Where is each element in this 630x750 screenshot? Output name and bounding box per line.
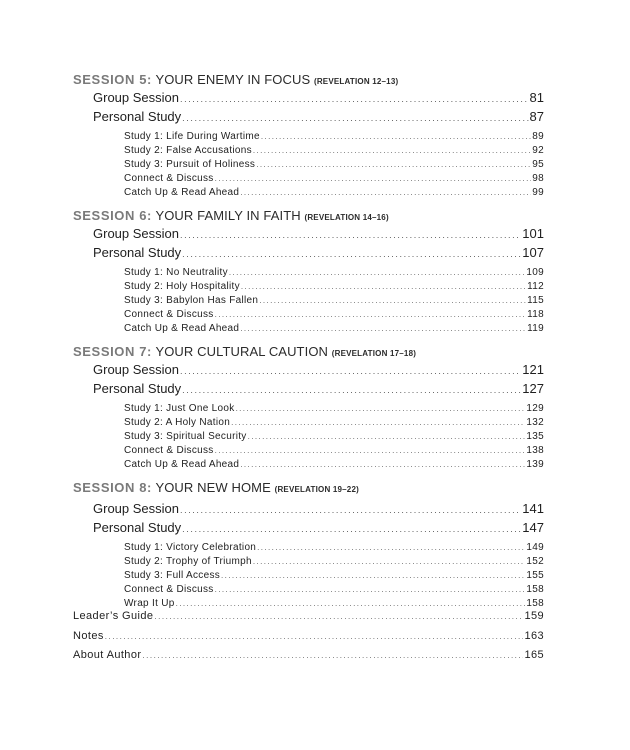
page-number: 152 [526, 556, 544, 567]
page-number: 119 [527, 323, 544, 334]
toc-subentry[interactable] [73, 280, 544, 294]
session-5 [73, 72, 544, 200]
page-number: 121 [522, 362, 544, 377]
leader-dots [182, 382, 521, 399]
leader-dots [248, 430, 526, 444]
page-number: 132 [526, 417, 544, 428]
page-number: 112 [527, 281, 544, 292]
leader-dots [182, 521, 521, 538]
session-heading [73, 208, 544, 225]
toc-subentry[interactable] [73, 266, 544, 280]
entry-title: Connect & Discuss [124, 173, 214, 184]
page-number: 155 [526, 570, 544, 581]
page-number: 87 [529, 109, 544, 124]
leader-dots [105, 628, 524, 647]
entry-title: Connect & Discuss [124, 445, 214, 456]
entry-title: Study 1: Life During Wartime [124, 131, 260, 142]
session-label: SESSION 8: [73, 480, 152, 495]
leader-dots [236, 402, 526, 416]
page-number: 92 [532, 145, 544, 156]
entry-title: Connect & Discuss [124, 309, 214, 320]
leader-dots [257, 541, 525, 555]
session-reference: (REVELATION 19–22) [274, 485, 359, 494]
session-heading [73, 480, 544, 497]
page-number: 165 [524, 649, 544, 661]
leader-dots [182, 110, 528, 127]
toc-subentry[interactable] [73, 444, 544, 458]
session-reference: (REVELATION 14–16) [304, 213, 389, 222]
entry-title: Leader’s Guide [73, 610, 154, 622]
toc-entry[interactable] [73, 89, 544, 108]
entry-title: Study 3: Pursuit of Holiness [124, 159, 256, 170]
toc-subentry[interactable] [73, 569, 544, 583]
page-number: 159 [524, 610, 544, 622]
session-title: YOUR NEW HOME [155, 480, 271, 495]
page-number: 101 [522, 226, 544, 241]
entry-title: Group Session [93, 362, 179, 377]
entry-title: Study 1: No Neutrality [124, 267, 228, 278]
session-title: YOUR FAMILY IN FAITH [155, 208, 301, 223]
entry-title: Group Session [93, 226, 179, 241]
entry-title: Personal Study [93, 520, 182, 535]
entry-title: Group Session [93, 90, 179, 105]
toc-entry-leaders-guide[interactable] [73, 607, 544, 627]
page-number: 98 [532, 173, 544, 184]
toc-entry[interactable] [73, 244, 544, 263]
entry-title: Study 2: Holy Hospitality [124, 281, 240, 292]
toc-subentry[interactable] [73, 172, 544, 186]
page-number: 89 [532, 131, 544, 142]
toc-subentry[interactable] [73, 322, 544, 336]
toc-entry[interactable] [73, 500, 544, 519]
page-number: 149 [526, 542, 544, 553]
session-reference: (REVELATION 12–13) [313, 77, 399, 86]
page-number: 118 [527, 309, 544, 320]
leader-dots [240, 186, 531, 200]
leader-dots [215, 583, 526, 597]
toc-subentry[interactable] [73, 555, 544, 569]
leader-dots [256, 158, 531, 172]
toc-subentry[interactable] [73, 458, 544, 472]
leader-dots [215, 172, 532, 186]
entry-title: Catch Up & Read Ahead [124, 323, 240, 334]
page-number: 138 [526, 445, 544, 456]
toc-subentry[interactable] [73, 416, 544, 430]
leader-dots [180, 91, 529, 108]
entry-title: Personal Study [93, 381, 182, 396]
entry-title: Study 2: Trophy of Triumph [124, 556, 252, 567]
entry-title: Personal Study [93, 109, 182, 124]
leader-dots [229, 266, 526, 280]
leader-dots [142, 647, 523, 666]
toc-subentry[interactable] [73, 583, 544, 597]
page-number: 109 [526, 267, 544, 278]
entry-title: Study 3: Babylon Has Fallen [124, 295, 259, 306]
session-7 [73, 344, 544, 472]
toc-subentry[interactable] [73, 186, 544, 200]
leader-dots [221, 569, 525, 583]
toc-subentry[interactable] [73, 294, 544, 308]
session-label: SESSION 5: [73, 72, 152, 87]
session-8 [73, 480, 544, 611]
page-number: 139 [526, 459, 544, 470]
toc-entry[interactable] [73, 225, 544, 244]
leader-dots [180, 227, 521, 244]
page-number: 158 [526, 584, 544, 595]
session-label: SESSION 6: [73, 208, 152, 223]
entry-title: About Author [73, 649, 142, 661]
page-number: 129 [526, 403, 544, 414]
toc-subentry[interactable] [73, 402, 544, 416]
session-reference: (REVELATION 17–18) [331, 349, 417, 358]
page-number: 127 [522, 381, 544, 396]
entry-title: Group Session [93, 501, 179, 516]
page-number: 141 [522, 501, 544, 516]
toc-entry-about-author[interactable] [73, 646, 544, 666]
entry-title: Connect & Discuss [124, 584, 214, 595]
page-number: 107 [522, 245, 544, 260]
page-number: 158 [526, 598, 544, 609]
leader-dots [154, 608, 523, 627]
toc-subentry[interactable] [73, 144, 544, 158]
session-heading [73, 344, 544, 361]
entry-title: Wrap It Up [124, 598, 175, 609]
session-title: YOUR ENEMY IN FOCUS [155, 72, 311, 87]
leader-dots [182, 246, 521, 263]
leader-dots [180, 363, 521, 380]
toc-entry[interactable] [73, 108, 544, 127]
entry-title: Study 3: Full Access [124, 570, 221, 581]
entry-title: Catch Up & Read Ahead [124, 187, 240, 198]
leader-dots [240, 322, 526, 336]
leader-dots [215, 308, 527, 322]
page-number: 135 [526, 431, 544, 442]
session-title: YOUR CULTURAL CAUTION [155, 344, 329, 359]
page-number: 81 [529, 90, 544, 105]
page-number: 95 [532, 159, 544, 170]
leader-dots [231, 416, 525, 430]
page-number: 99 [532, 187, 544, 198]
leader-dots [253, 144, 531, 158]
toc-entry[interactable] [73, 519, 544, 538]
leader-dots [261, 130, 531, 144]
entry-title: Notes [73, 629, 104, 642]
toc-entry-notes[interactable] [73, 627, 544, 647]
leader-dots [180, 502, 521, 519]
leader-dots [259, 294, 526, 308]
entry-title: Personal Study [93, 245, 182, 260]
page-number: 147 [522, 520, 544, 535]
leader-dots [215, 444, 526, 458]
session-6 [73, 208, 544, 336]
leader-dots [241, 280, 526, 294]
leader-dots [253, 555, 526, 569]
session-heading [73, 72, 544, 89]
entry-title: Study 1: Victory Celebration [124, 542, 257, 553]
toc-subentry[interactable] [73, 430, 544, 444]
entry-title: Study 2: A Holy Nation [124, 417, 231, 428]
page-number: 163 [524, 629, 544, 642]
entry-title: Study 3: Spiritual Security [124, 431, 247, 442]
toc-subentry[interactable] [73, 158, 544, 172]
entry-title: Catch Up & Read Ahead [124, 459, 240, 470]
table-of-contents [73, 72, 544, 619]
leader-dots [240, 458, 525, 472]
toc-entry[interactable] [73, 380, 544, 399]
toc-subentry[interactable] [73, 308, 544, 322]
page-number: 115 [527, 295, 544, 306]
toc-subentry[interactable] [73, 541, 544, 555]
session-label: SESSION 7: [73, 344, 152, 359]
entry-title: Study 1: Just One Look [124, 403, 235, 414]
entry-title: Study 2: False Accusations [124, 145, 252, 156]
back-matter [73, 607, 544, 666]
toc-entry[interactable] [73, 361, 544, 380]
toc-subentry[interactable] [73, 130, 544, 144]
